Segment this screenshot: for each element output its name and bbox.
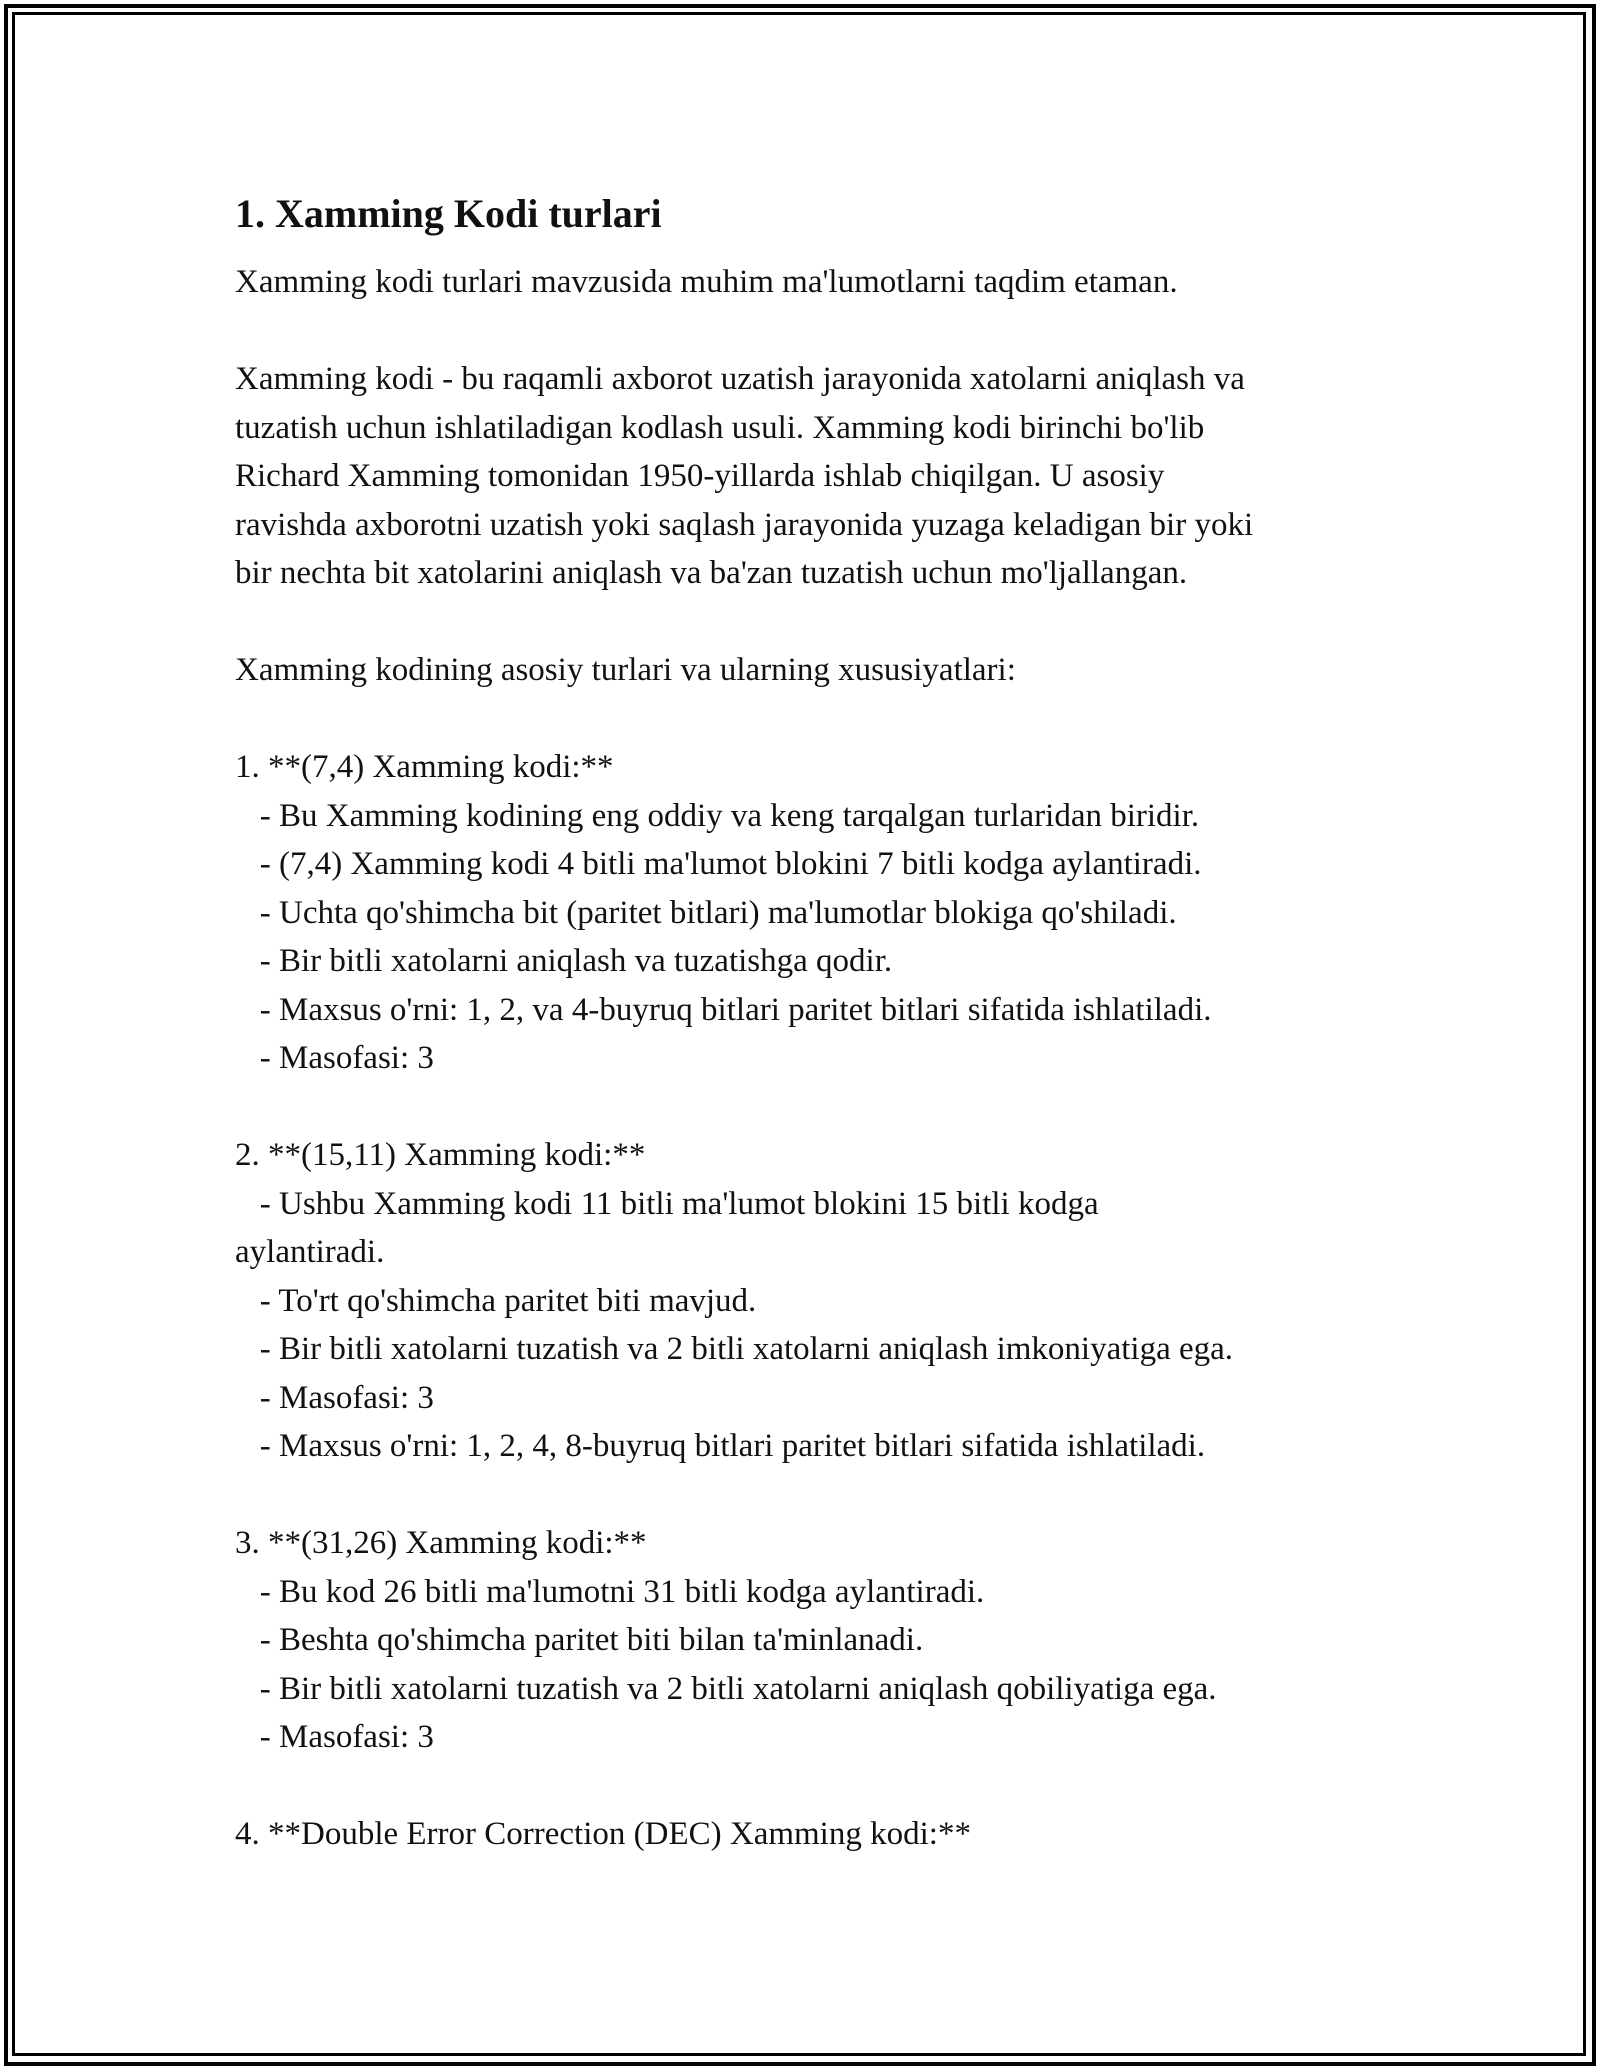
- paragraph-gap: [235, 1762, 1395, 1811]
- bullet-line: - Beshta qo'shimcha paritet biti bilan ta'minlanadi.: [235, 1622, 924, 1658]
- document-body: [235, 186, 1395, 1859]
- intro-paragraph: Xamming kodi turlari mavzusida muhim ma'lumotlarni taqdim etaman.: [235, 264, 1178, 300]
- bullet-line: - Masofasi: 3: [235, 1040, 434, 1076]
- bullet-line: - Uchta qo'shimcha bit (paritet bitlari) ma'lumotlar blokiga qo'shiladi.: [235, 894, 1177, 931]
- section-heading: 3. **(31,26) Xamming kodi:**: [235, 1525, 647, 1561]
- bullet-line: - Ushbu Xamming kodi 11 bitli ma'lumot blokini 15 bitli kodga: [235, 1185, 1099, 1222]
- bullet-line: - Bu Xamming kodining eng oddiy va keng tarqalgan turlaridan biridir.: [235, 797, 1200, 834]
- section-7-4: [235, 743, 1395, 1083]
- bullet-line: - Bu kod 26 bitli ma'lumotni 31 bitli kodga aylantiradi.: [235, 1573, 985, 1610]
- paragraph-gap: [235, 1083, 1395, 1132]
- bullet-line: aylantiradi.: [235, 1234, 385, 1270]
- section-31-26: [235, 1519, 1395, 1762]
- bullet-line: - Masofasi: 3: [235, 1379, 434, 1416]
- types-heading: Xamming kodining asosiy turlari va ularning xususiyatlari:: [235, 652, 1016, 688]
- bullet-line: - Maxsus o'rni: 1, 2, 4, 8-buyruq bitlari paritet bitlari sifatida ishlatiladi.: [235, 1428, 1206, 1464]
- document-title: 1. Xamming Kodi turlari: [235, 191, 662, 236]
- section-15-11: [235, 1131, 1395, 1471]
- section-dec: [235, 1810, 1395, 1859]
- definition-paragraph: [235, 355, 1395, 598]
- section-heading: 4. **Double Error Correction (DEC) Xamming kodi:**: [235, 1816, 971, 1852]
- bullet-line: - Maxsus o'rni: 1, 2, va 4-buyruq bitlari paritet bitlari sifatida ishlatiladi.: [235, 991, 1212, 1028]
- bullet-line: - Bir bitli xatolarni tuzatish va 2 bitli xatolarni aniqlash qobiliyatiga ega.: [235, 1670, 1217, 1707]
- paragraph-line: tuzatish uchun ishlatiladigan kodlash usuli. Xamming kodi birinchi bo'lib: [235, 409, 1205, 446]
- section-heading: 1. **(7,4) Xamming kodi:**: [235, 749, 614, 785]
- paragraph-gap: [235, 307, 1395, 356]
- paragraph-gap: [235, 695, 1395, 744]
- paragraph-gap: [235, 1471, 1395, 1520]
- paragraph-line: Richard Xamming tomonidan 1950-yillarda ishlab chiqilgan. U asosiy: [235, 458, 1165, 494]
- section-heading: 2. **(15,11) Xamming kodi:**: [235, 1137, 646, 1173]
- paragraph-line: Xamming kodi - bu raqamli axborot uzatish jarayonida xatolarni aniqlash va: [235, 361, 1245, 397]
- paragraph-line: ravishda axborotni uzatish yoki saqlash jarayonida yuzaga keladigan bir yoki: [235, 506, 1254, 543]
- bullet-line: - To'rt qo'shimcha paritet biti mavjud.: [235, 1282, 757, 1319]
- bullet-line: - Bir bitli xatolarni aniqlash va tuzatishga qodir.: [235, 943, 893, 979]
- bullet-line: - (7,4) Xamming kodi 4 bitli ma'lumot blokini 7 bitli kodga aylantiradi.: [235, 846, 1202, 882]
- paragraph-line: bir nechta bit xatolarini aniqlash va ba'zan tuzatish uchun mo'ljallangan.: [235, 555, 1188, 591]
- bullet-line: - Masofasi: 3: [235, 1719, 434, 1755]
- paragraph-gap: [235, 598, 1395, 647]
- bullet-line: - Bir bitli xatolarni tuzatish va 2 bitli xatolarni aniqlash imkoniyatiga ega.: [235, 1331, 1234, 1367]
